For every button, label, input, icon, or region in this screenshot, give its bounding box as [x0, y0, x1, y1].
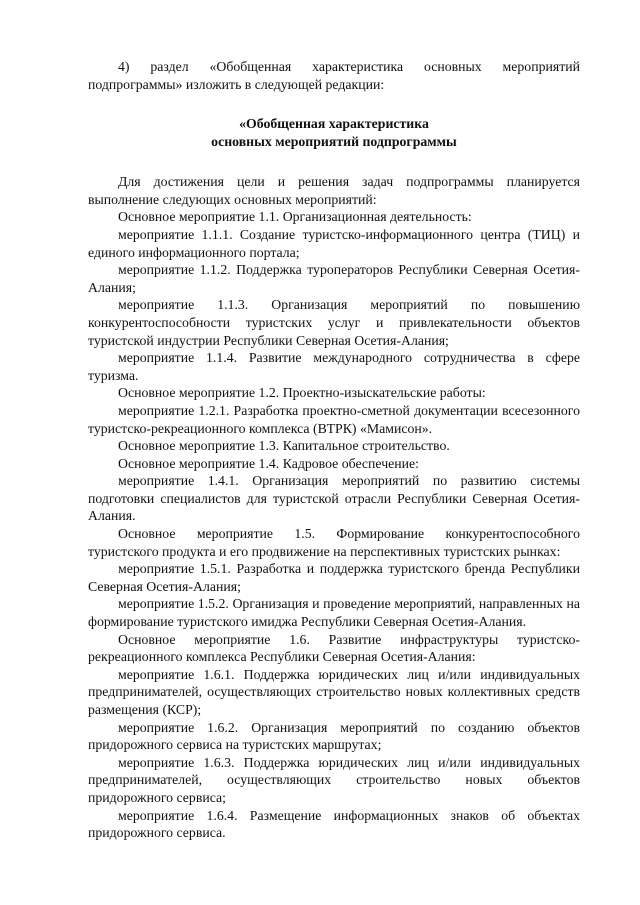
section-heading-line-1: «Обобщенная характеристика: [239, 116, 429, 132]
paragraph: мероприятие 1.1.1. Создание туристско-информационного центра (ТИЦ) и единого информационного портала;: [88, 226, 580, 260]
paragraph: мероприятие 1.6.1. Поддержка юридических лиц и/или индивидуальных предпринимателей, осуществляющих строительство новых коллективных средств размещения (КСР);: [88, 666, 580, 717]
paragraph: Основное мероприятие 1.4. Кадровое обеспечение:: [118, 455, 419, 471]
paragraph: мероприятие 1.1.2. Поддержка туроператоров Республики Северная Осетия-Алания;: [88, 262, 580, 295]
paragraph: мероприятие 1.5.1. Разработка и поддержка туристского бренда Республики Северная Осетия-Алания;: [88, 561, 580, 594]
paragraph: мероприятие 1.1.3. Организация мероприятий по повышению конкурентоспособности туристских услуг и привлекательности объектов туристской индустрии Республики Северная Осетия-Алания;: [88, 297, 580, 348]
paragraph: мероприятие 1.5.2. Организация и проведение мероприятий, направленных на формирование туристского имиджа Республики Северная Осетия-Алания.: [88, 596, 580, 630]
paragraph: мероприятие 1.2.1. Разработка проектно-сметной документации всесезонного туристско-рекреационного комплекса (ВТРК) «Мамисон».: [88, 402, 580, 436]
paragraph: мероприятие 1.6.2. Организация мероприятий по созданию объектов придорожного сервиса на туристских маршрутах;: [88, 719, 580, 753]
paragraph: Основное мероприятие 1.1. Организационная деятельность:: [118, 209, 472, 225]
paragraph: Основное мероприятие 1.6. Развитие инфраструктуры туристско-рекреационного комплекса Республики Северная Осетия-Алания:: [88, 631, 580, 665]
paragraph: Основное мероприятие 1.5. Формирование конкурентоспособного туристского продукта и его продвижение на перспективных туристских рынках:: [88, 526, 580, 559]
paragraph: мероприятие 1.4.1. Организация мероприятий по развитию системы подготовки специалистов для туристской отрасли Республики Северная Осетия-Алания.: [88, 473, 580, 524]
intro-paragraph: 4) раздел «Обобщенная характеристика основных мероприятий подпрограммы» изложить в следующей редакции:: [88, 59, 580, 92]
paragraph: мероприятие 1.6.4. Размещение информационных знаков об объектах придорожного сервиса.: [88, 807, 580, 841]
paragraph: мероприятие 1.1.4. Развитие международного сотрудничества в сфере туризма.: [88, 350, 580, 383]
section-heading: [88, 115, 580, 151]
section-heading-line-2: основных мероприятий подпрограммы: [211, 134, 457, 150]
body-text: [88, 173, 580, 842]
paragraph: Основное мероприятие 1.2. Проектно-изыскательские работы:: [118, 385, 486, 401]
paragraph: мероприятие 1.6.3. Поддержка юридических лиц и/или индивидуальных предпринимателей, осуществляющих строительство новых объектов придорожного сервиса;: [88, 754, 580, 805]
paragraph: Для достижения цели и решения задач подпрограммы планируется выполнение следующих основных мероприятий:: [88, 174, 580, 207]
paragraph: Основное мероприятие 1.3. Капитальное строительство.: [118, 438, 450, 454]
